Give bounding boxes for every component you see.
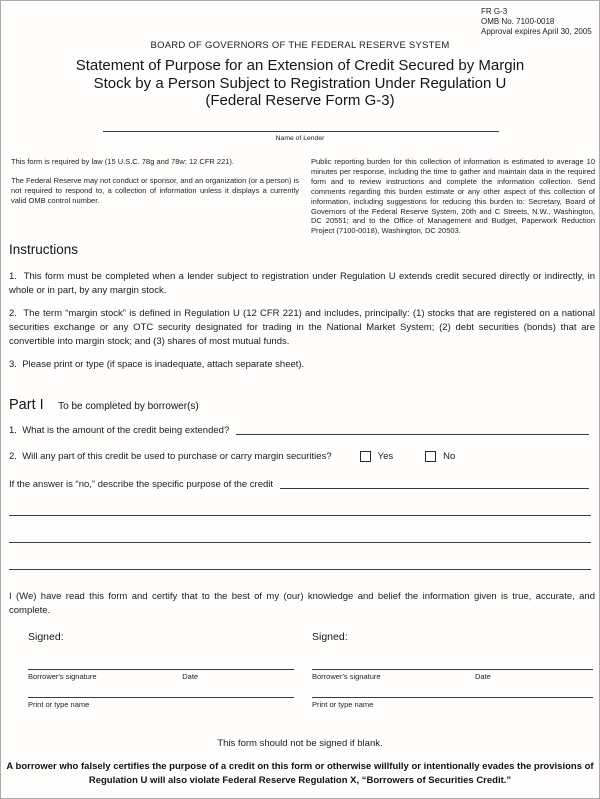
blank-warning: This form should not be signed if blank. [217, 738, 383, 749]
name-of-lender-field[interactable] [103, 118, 499, 132]
right-notice-column [311, 157, 595, 236]
no-label: No [443, 451, 456, 462]
form-code: FR G-3 [481, 7, 508, 16]
yes-label: Yes [377, 451, 394, 462]
question-2: 2. Will any part of this credit be used to purchase or carry margin securities? [9, 451, 332, 462]
form-title-line1: Statement of Purpose for an Extension of Credit Secured by Margin [75, 57, 525, 74]
signed-label-right: Signed: [312, 631, 348, 643]
omb-number: OMB No. 7100-0018 [481, 17, 555, 26]
false-certification-warning: A borrower who falsely certifies the purpose of a credit on this form or otherwise willfully or intentionally evades the provisions of Regulation U will also violate Federal Reserve Regulation X, “Borrowers of Securities Credit.” [6, 761, 594, 786]
omb-notice: The Federal Reserve may not conduct or sponsor, and an organization (or a person) is not required to respond to, a collection of information unless it displays a currently valid OMB control number. [11, 175, 299, 205]
print-name-field-left[interactable] [28, 697, 294, 698]
borrower-signature-label: Borrower's signature [312, 672, 381, 681]
credit-amount-field[interactable] [236, 434, 589, 435]
signature-labels-right [312, 672, 593, 681]
instructions-heading: Instructions [9, 242, 79, 257]
law-notice: This form is required by law (15 U.S.C. 78g and 78w; 12 CFR 221). [11, 157, 235, 166]
approval-date: Approval expires April 30, 2005 [481, 27, 592, 36]
form-title-line2: Stock by a Person Subject to Registration Under Regulation U [93, 74, 507, 92]
print-name-labels-right [312, 700, 593, 709]
certification-text: I (We) have read this form and certify that to the best of my (our) knowledge and belief the information given is true, accurate, and complete. [9, 591, 595, 616]
print-name-field-right[interactable] [312, 697, 593, 698]
purpose-line-1[interactable] [9, 515, 591, 516]
name-of-lender-label: Name of Lender [275, 135, 325, 142]
part1-heading-row [9, 396, 199, 414]
print-name-label: Print or type name [312, 700, 374, 709]
print-name-label: Print or type name [28, 700, 90, 709]
yes-checkbox[interactable] [360, 451, 371, 462]
signed-label-left: Signed: [28, 631, 64, 643]
part1-subheading: To be completed by borrower(s) [58, 401, 199, 412]
question-2-row [9, 451, 589, 462]
reporting-burden-notice: Public reporting burden for this collection of information is estimated to average 10 minutes per response, including the time to gather and maintain data in the required form and to review instructions and complete the information collection. Send comments regarding this burden estimate or any other aspect of this collection of information, including suggestions for reducing this burden to: Secretary, Board of Governors of the Federal Reserve System, 20th and C Streets, N.W., Washington, DC 20551; and to the Office of Management and Budget, Paperwork Reduction Project (7100-0018), Washington, DC 20503. [311, 157, 595, 236]
purpose-line-3[interactable] [9, 569, 591, 570]
signature-block-right [312, 631, 593, 721]
instruction-item-3: 3. Please print or type (if space is inadequate, attach separate sheet). [9, 359, 305, 370]
purpose-field[interactable] [280, 488, 589, 489]
borrower-signature-field-right[interactable] [312, 669, 593, 670]
signature-block-left [28, 631, 294, 721]
form-title-line3: (Federal Reserve Form G-3) [205, 92, 395, 109]
instruction-item-1: 1. This form must be completed when a lender subject to registration under Regulation U extends credit secured directly or indirectly, in whole or in part, by any margin stock. [9, 271, 595, 296]
print-name-labels-left [28, 700, 294, 709]
no-checkbox[interactable] [425, 451, 436, 462]
form-meta [481, 7, 592, 37]
part1-heading: Part I [9, 397, 44, 413]
left-notice-column [11, 157, 299, 206]
form-title [1, 57, 599, 110]
date-label: Date [474, 672, 491, 681]
instructions-list [9, 270, 595, 372]
date-label: Date [182, 672, 199, 681]
question-1: 1. What is the amount of the credit being extended? [9, 425, 230, 436]
agency-title: BOARD OF GOVERNORS OF THE FEDERAL RESERVE SYSTEM [150, 40, 450, 51]
borrower-signature-label: Borrower's signature [28, 672, 97, 681]
signature-labels-left [28, 672, 294, 681]
if-no-prompt: If the answer is “no,” describe the specific purpose of the credit [9, 479, 274, 490]
question-1-row [9, 425, 589, 436]
instruction-item-2: 2. The term “margin stock” is defined in Regulation U (12 CFR 221) and includes, principally: (1) stocks that are registered on a national securities exchange or any OTC security designated for trading in the National Market System; (2) debt securities (bonds) that are convertible into margin stock; and (3) shares of most mutual funds. [9, 308, 595, 347]
purpose-line-2[interactable] [9, 542, 591, 543]
if-no-row [9, 479, 589, 490]
borrower-signature-field-left[interactable] [28, 669, 294, 670]
